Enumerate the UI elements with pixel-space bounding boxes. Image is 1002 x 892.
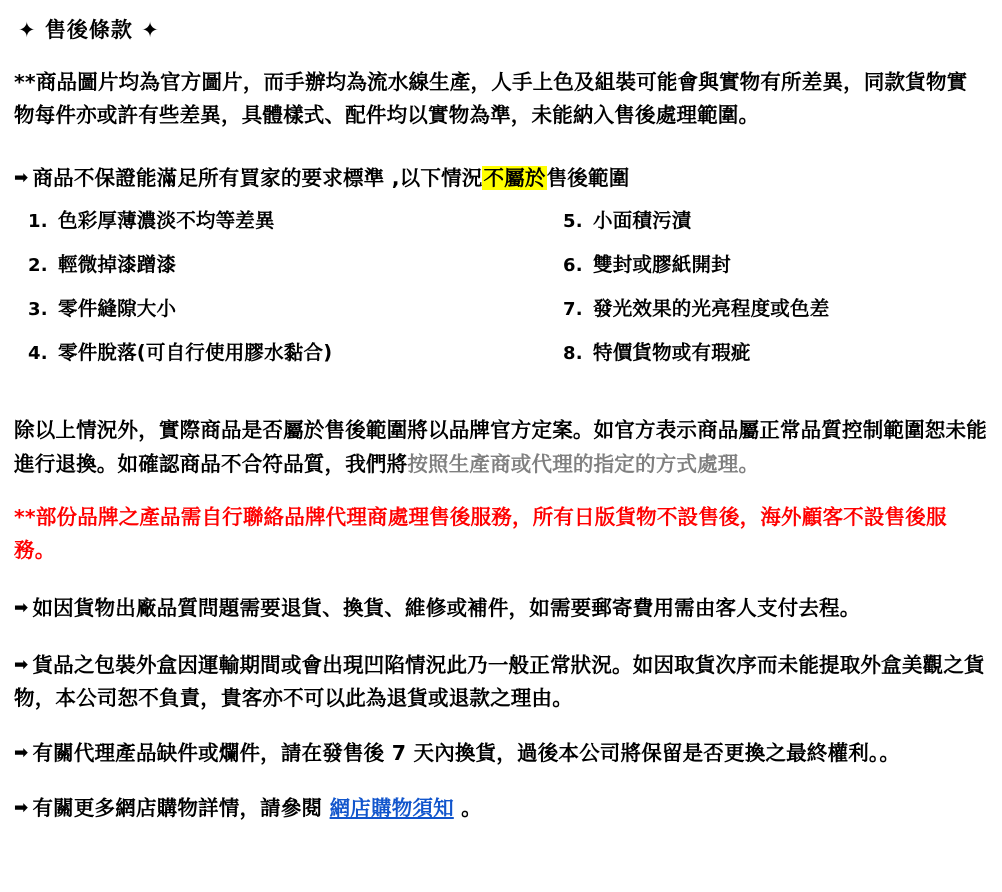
exclusion-list-right xyxy=(501,211,988,387)
exclusion-heading-before: 商品不保證能滿足所有買家的要求標準 ,以下情況 xyxy=(32,166,483,191)
exclusion-list-left xyxy=(14,211,501,387)
note-defect xyxy=(14,737,988,770)
list-item xyxy=(28,299,501,319)
arrow-icon: ➡ xyxy=(14,654,29,675)
arrow-icon: ➡ xyxy=(14,798,29,819)
list-item-label: 輕微掉漆蹭漆 xyxy=(58,253,177,277)
list-item-number: 8. xyxy=(563,343,583,365)
list-item-label: 發光效果的光亮程度或色差 xyxy=(593,297,830,321)
list-item-label: 特價貨物或有瑕疵 xyxy=(593,341,751,365)
note-shipping-label: 如因貨物出廠品質問題需要退貨、換貨、維修或補件，如需要郵寄費用需由客人支付去程。 xyxy=(32,595,861,620)
exclusion-lists xyxy=(14,211,988,387)
exclusion-heading xyxy=(14,162,988,195)
policy-paragraph-part1: 除以上情況外，實際商品是否屬於售後範圍將以品牌官方定案。如官方表示商品屬正常品質控制範圍恕未能進行退換。如確認商品不合符品質，我們將 xyxy=(14,418,987,477)
list-item-number: 6. xyxy=(563,255,583,277)
list-item xyxy=(563,343,988,363)
note-more-info-after: 。 xyxy=(453,796,482,821)
note-shipping xyxy=(14,592,988,625)
list-item-label: 零件縫隙大小 xyxy=(58,297,177,321)
page-title: ✦ 售後條款 ✦ xyxy=(18,18,160,42)
list-item-label: 色彩厚薄濃淡不均等差異 xyxy=(58,209,275,233)
arrow-icon: ➡ xyxy=(14,743,29,764)
list-item-number: 1. xyxy=(28,211,48,233)
list-item xyxy=(563,255,988,275)
exclusion-heading-after: 售後範圍 xyxy=(546,166,630,191)
policy-paragraph xyxy=(14,413,988,481)
list-item-label: 小面積污漬 xyxy=(593,209,692,233)
note-packaging-label: 貨品之包裝外盒因運輸期間或會出現凹陷情況此乃一般正常狀況。如因取貨次序而未能提取外盒美觀之貨物，本公司恕不負責，貴客亦不可以此為退貨或退款之理由。 xyxy=(14,652,985,711)
list-item-number: 4. xyxy=(28,343,48,365)
list-item-label: 零件脫落(可自行使用膠水黏合) xyxy=(58,341,333,365)
list-item xyxy=(28,255,501,275)
intro-paragraph: **商品圖片均為官方圖片，而手辦均為流水線生產，人手上色及組裝可能會與實物有所差異，同款貨物實物每件亦或許有些差異，具體樣式、配件均以實物為準，未能納入售後處理範圍。 xyxy=(14,70,968,128)
exclusion-heading-highlight: 不屬於 xyxy=(483,166,546,191)
policy-paragraph-part2: 按照生產商或代理的指定的方式處理。 xyxy=(407,452,760,477)
list-item-number: 5. xyxy=(563,211,583,233)
arrow-icon: ➡ xyxy=(14,597,29,618)
note-defect-label: 有關代理產品缺件或爛件，請在發售後 7 天內換貨，過後本公司將保留是否更換之最終權利。。 xyxy=(32,741,901,766)
red-notice: **部份品牌之產品需自行聯絡品牌代理商處理售後服務，所有日版貨物不設售後，海外顧客不設售後服務。 xyxy=(14,505,947,563)
list-item xyxy=(28,211,501,231)
list-item-number: 3. xyxy=(28,299,48,321)
note-packaging xyxy=(14,649,988,715)
list-item xyxy=(28,343,501,363)
list-item-label: 雙封或膠紙開封 xyxy=(593,253,731,277)
list-item-number: 7. xyxy=(563,299,583,321)
list-item xyxy=(563,299,988,319)
list-item xyxy=(563,211,988,231)
note-more-info-before: 有關更多網店購物詳情，請參閱 xyxy=(32,796,330,821)
note-more-info xyxy=(14,792,988,825)
list-item-number: 2. xyxy=(28,255,48,277)
arrow-icon: ➡ xyxy=(14,168,29,189)
shop-guide-link[interactable]: 網店購物須知 xyxy=(329,796,454,821)
